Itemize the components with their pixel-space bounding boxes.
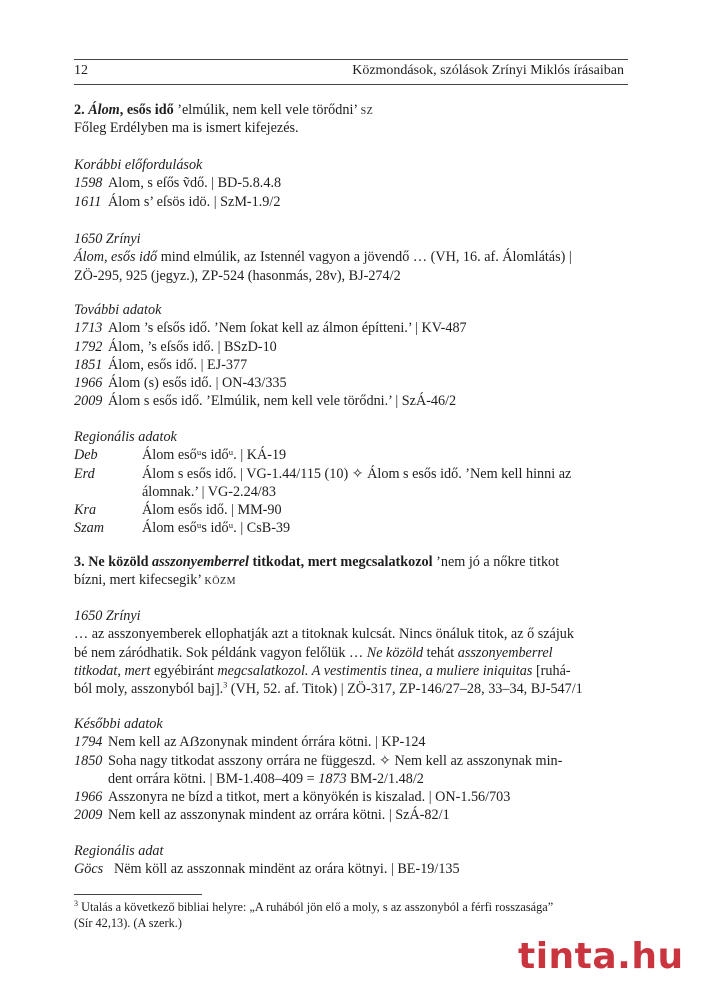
- header-top-rule: [74, 59, 628, 60]
- running-header: [74, 63, 628, 83]
- list-item: 2009 Nem kell az asszonynak mindent az orrára kötni. | SzÁ-82/1: [74, 807, 450, 824]
- section-heading: További adatok: [74, 302, 162, 318]
- list-item: 1850 Soha nagy titkodat asszony orrára ne függeszd. ✧ Nem kell az asszonynak min-: [74, 752, 563, 769]
- footnote: $^3$ Utalás a következő bibliai helyre: „A ruhából jön elő a moly, s az asszonyból a férfi rosszasága” (Sír 42,13). (A szerk.): [74, 898, 554, 930]
- footnote-rule: [74, 894, 202, 895]
- zrinyi-citation: 1650 Zrínyi Álom, esős idő mind elmúlik, az Istennél vagyon a jövendő … (VH, 16. af. Álomlátás) | ZÖ-295, 925 (jegyz.), ZP-524 (hasonmás, 28v), BJ-274/2: [74, 230, 628, 285]
- category-tag: közm: [204, 572, 236, 589]
- gloss: ’elmúlik, nem kell vele törődni’: [173, 102, 361, 118]
- list-item: 1611 Álom s’ eſsös idö. | SzM-1.9/2: [74, 193, 281, 210]
- entry-3-heading: 3. Ne közöld asszonyemberrel titkodat, mert megcsalatkozol ’nem jó a nőkre titkot bízni, mert kifecsegik’ közm: [74, 554, 560, 589]
- section-heading: Regionális adat: [74, 843, 164, 859]
- list-item: 1966 Álom (s) esős idő. | ON-43/335: [74, 375, 287, 392]
- list-item: 1713 Alom ’s eſsős idő. ’Nem ſokat kell az álmon építteni.’ | KV-487: [74, 320, 467, 337]
- header-bottom-rule: [74, 84, 628, 85]
- footnote-ref: 3: [223, 680, 228, 690]
- list-item: 1598 Alom, s eſős ṽdő. | BD-5.8.4.8: [74, 175, 282, 192]
- category-tag: sz: [360, 102, 374, 118]
- section-heading: 1650 Zrínyi: [74, 608, 141, 624]
- section-heading: Korábbi előfordulások: [74, 157, 203, 173]
- list-item-continuation: dent orrára kötni. | BM-1.408–409 = 1873 BM-2/1.48/2: [108, 770, 424, 787]
- list-item: 1851 Álom, esős idő. | EJ-377: [74, 356, 248, 373]
- entry-2-heading: [74, 101, 628, 138]
- list-item: Deb Álom esőᵘs időᵘ. | KÁ-19: [74, 447, 287, 464]
- regional-data-2: [74, 842, 628, 879]
- section-heading: Regionális adatok: [74, 429, 177, 445]
- publisher-logo: tinta.hu: [518, 936, 684, 977]
- list-item: Göcs Nëm köll az asszonnak mindënt az orára kötnyi. | BE-19/135: [74, 861, 460, 878]
- headword-italic: Álom: [88, 102, 120, 118]
- later-data: [74, 715, 628, 825]
- list-item: 1792 Álom, ’s eſsős idő. | BSzD-10: [74, 338, 277, 355]
- zrinyi-citation-2: 1650 Zrínyi … az asszonyemberek ellophatják azt a titoknak kulcsát. Nincs önáluk titok, az ő szájuk bé nem záródhatik. Sok példánk vagyon felőlük … Ne közöld tehát asszonyemberrel titkodat, mert egyébiránt megcsalatkozol. A vestimentis tinea, a muliere iniquitas [ruhá- ból moly, asszonyból baj].$^3$ (VH, 52. af. Titok) | ZÖ-317, ZP-146/27–28, 33–34, BJ-547/1: [74, 607, 628, 698]
- list-item: 1794 Nem kell az Aẞzonynak mindent órrára kötni. | KP-124: [74, 734, 426, 751]
- regional-data: [74, 428, 628, 538]
- list-item-continuation: álomnak.’ | VG-2.24/83: [142, 483, 276, 500]
- list-item: 2009 Álom s esős idő. ’Elmúlik, nem kell vele törődni.’ | SzÁ-46/2: [74, 393, 457, 410]
- list-item: Erd Álom s esős idő. | VG-1.44/115 (10) ✧ Álom s esős idő. ’Nem kell hinni az: [74, 465, 572, 482]
- list-item: Szam Álom esőᵘs időᵘ. | CsB-39: [74, 520, 291, 537]
- earlier-occurrences: [74, 156, 628, 211]
- entry-number: 2.: [74, 102, 85, 118]
- headword: , esős idő: [119, 102, 174, 118]
- section-heading: 1650 Zrínyi: [74, 231, 141, 247]
- list-item: 1966 Asszonyra ne bízd a titkot, mert a könyökén is kiszalad. | ON-1.56/703: [74, 789, 511, 806]
- page-number: 12: [74, 63, 88, 78]
- section-heading: Későbbi adatok: [74, 716, 163, 732]
- list-item: Kra Álom esős idő. | MM-90: [74, 502, 282, 519]
- further-data: [74, 301, 628, 411]
- entry-note: Főleg Erdélyben ma is ismert kifejezés.: [74, 120, 299, 137]
- running-title: Közmondások, szólások Zrínyi Miklós írásaiban: [352, 63, 624, 78]
